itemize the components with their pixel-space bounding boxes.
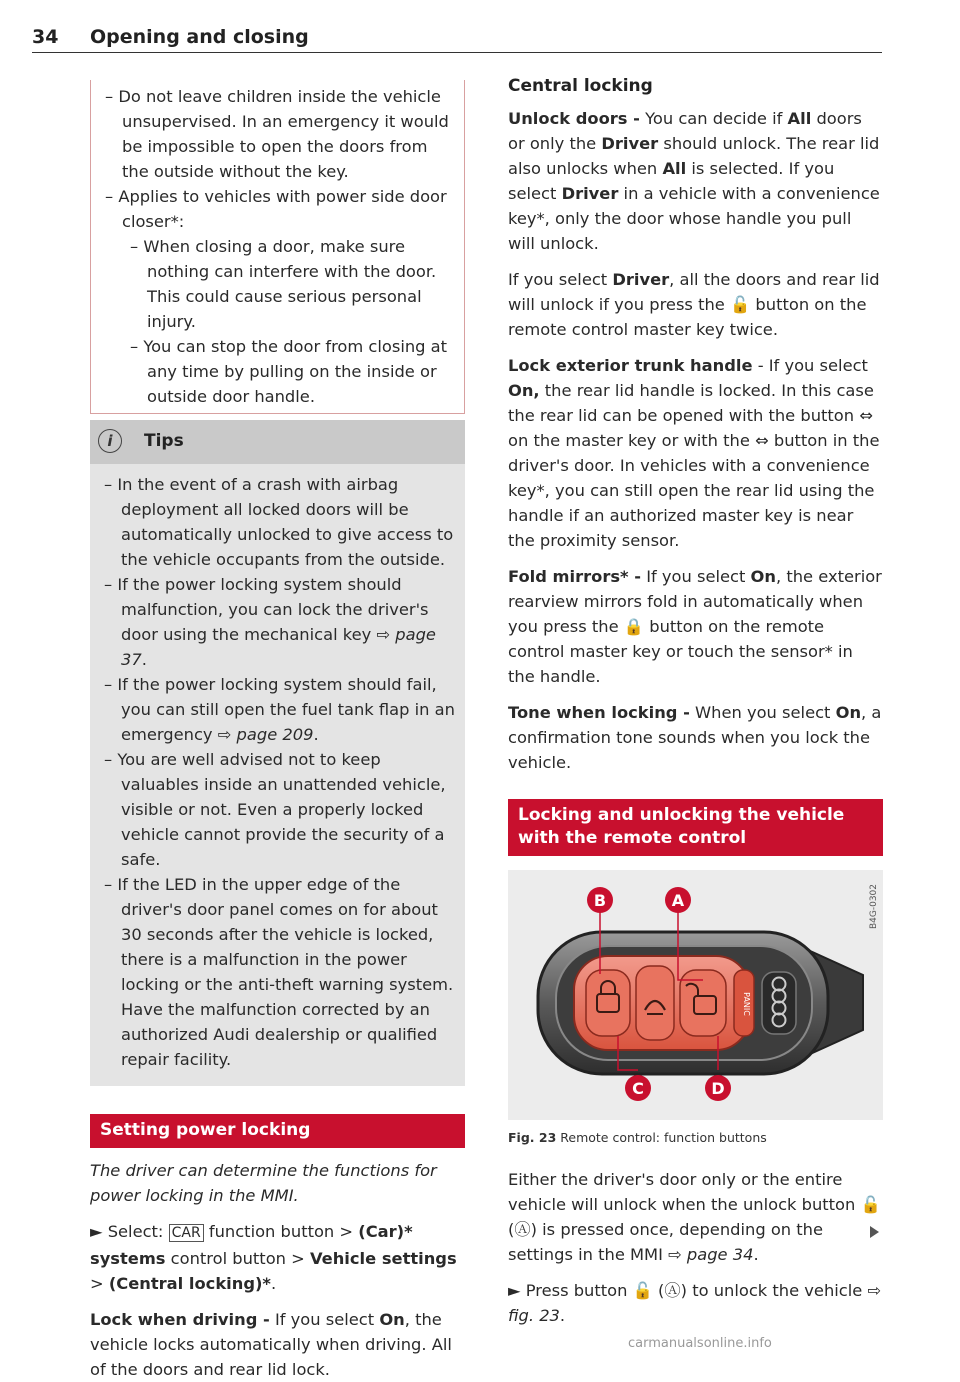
svg-text:A: A bbox=[671, 891, 685, 910]
callout-d bbox=[705, 1075, 731, 1101]
info-icon: i bbox=[98, 429, 122, 453]
left-column bbox=[90, 80, 465, 1382]
callout-b bbox=[587, 887, 613, 913]
svg-text:D: D bbox=[711, 1079, 725, 1098]
setting-step: ► Select: CAR function button > (Car)* systems control button > Vehicle settings > (Central locking)*. bbox=[90, 1222, 457, 1293]
car-button: CAR bbox=[169, 1224, 204, 1242]
page-number: 34 bbox=[32, 26, 59, 48]
unlock-doors: Unlock doors - You can decide if All doors or only the Driver should unlock. The rear lid also unlocks when All is selected. If you select Driver in a vehicle with a convenience key*, only the door whose handle you pull will unlock. bbox=[508, 109, 880, 253]
heading-setting-power-locking: Setting power locking bbox=[90, 1114, 465, 1148]
tone-when-locking: Tone when locking - When you select On, a confirmation tone sounds when you lock the vehicle. bbox=[508, 703, 882, 772]
tips-header bbox=[90, 420, 465, 464]
page-header bbox=[32, 22, 882, 53]
callout-c bbox=[625, 1075, 651, 1101]
svg-text:B: B bbox=[593, 891, 607, 910]
callout-a bbox=[665, 887, 691, 913]
trunk-button[interactable] bbox=[636, 966, 674, 1040]
tip-item: – In the event of a crash with airbag deployment all locked doors will be automatically unlocked to give access to the vehicle occupants from the outside. bbox=[104, 475, 454, 569]
page-reference-link[interactable]: ⇨ page 34 bbox=[668, 1245, 754, 1264]
heading-remote-control: Locking and unlocking the vehicle with the remote control bbox=[508, 799, 883, 856]
setting-intro: The driver can determine the functions for power locking in the MMI. bbox=[90, 1161, 437, 1205]
remote-key-illustration bbox=[508, 870, 883, 1120]
watermark: carmanualsonline.info bbox=[628, 1336, 772, 1351]
remote-control-figure bbox=[508, 870, 883, 1120]
warning-item: – Applies to vehicles with power side door closer*: bbox=[105, 187, 447, 231]
tip-item: – You are well advised not to keep valuables inside an unattended vehicle, visible or not. Even a properly locked vehicle cannot provide the security of a safe. bbox=[104, 750, 446, 869]
fold-mirrors: Fold mirrors* - If you select On, the exterior rearview mirrors fold in automatically when you press the 🔒 button on the remote control master key or touch the sensor* in the handle. bbox=[508, 567, 882, 686]
lock-exterior-trunk-handle: Lock exterior trunk handle - If you select On, the rear lid handle is locked. In this case the rear lid can be opened with the button ⇔ on the master key or with the ⇔ button in the driver's door. In vehicles with a convenience key*, you can still open the rear lid using the handle if an authorized master key is near the proximity sensor. bbox=[508, 356, 880, 550]
warning-item: – Do not leave children inside the vehicle unsupervised. In an emergency it would be impossible to open the doors from the outside without the key. bbox=[105, 87, 449, 181]
tips-title: Tips bbox=[144, 431, 184, 451]
figure-reference-link[interactable]: ⇨ fig. 23 bbox=[508, 1281, 882, 1325]
figure-code: B4G-0302 bbox=[869, 884, 879, 930]
warning-box bbox=[90, 80, 465, 414]
page-reference-link[interactable]: ⇨ page 209 bbox=[217, 725, 314, 744]
tip-item: – If the LED in the upper edge of the driver's door panel comes on for about 30 seconds after the vehicle is locked, there is a malfunction in the power locking or the anti-theft warning system. Have the malfunction corrected by an authorized Audi dealership or qualified repair facility. bbox=[104, 875, 454, 1069]
page-reference-link[interactable]: ⇨ page 37 bbox=[121, 625, 436, 669]
tip-item: – If the power locking system should fail, you can still open the fuel tank flap in an emergency ⇨ page 209. bbox=[104, 675, 455, 744]
central-locking-title: Central locking bbox=[508, 76, 653, 96]
warning-subitem: – You can stop the door from closing at any time by pulling on the inside or outside door handle. bbox=[130, 337, 448, 406]
section-title: Opening and closing bbox=[90, 26, 309, 48]
four-rings-logo bbox=[762, 972, 796, 1034]
right-column bbox=[508, 76, 883, 1328]
lock-when-driving: Lock when driving - If you select On, the vehicle locks automatically when driving. All of the doors and rear lid lock. bbox=[90, 1310, 452, 1379]
driver-unlock-note: If you select Driver, all the doors and rear lid will unlock if you press the 🔓 button on the remote control master key twice. bbox=[508, 270, 880, 339]
continue-arrow-icon bbox=[870, 1226, 879, 1238]
remote-unlock-text: Either the driver's door only or the entire vehicle will unlock when the unlock button 🔓 (Ⓐ) is pressed once, depending on the settings in the MMI ⇨ page 34. bbox=[508, 1170, 881, 1264]
remote-unlock-step: ► Press button 🔓 (Ⓐ) to unlock the vehicle ⇨ fig. 23. bbox=[508, 1281, 882, 1325]
figure-caption: Fig. 23 Remote control: function buttons bbox=[508, 1130, 767, 1145]
lock-button[interactable] bbox=[586, 970, 630, 1036]
warning-subitem: – When closing a door, make sure nothing can interfere with the door. This could cause serious personal injury. bbox=[130, 237, 437, 331]
panic-button[interactable] bbox=[734, 970, 754, 1036]
tips-box bbox=[90, 420, 465, 1086]
svg-text:C: C bbox=[632, 1079, 644, 1098]
panic-label: PANIC bbox=[742, 992, 751, 1016]
tip-item: – If the power locking system should malfunction, you can lock the driver's door using the mechanical key ⇨ page 37. bbox=[104, 575, 436, 669]
